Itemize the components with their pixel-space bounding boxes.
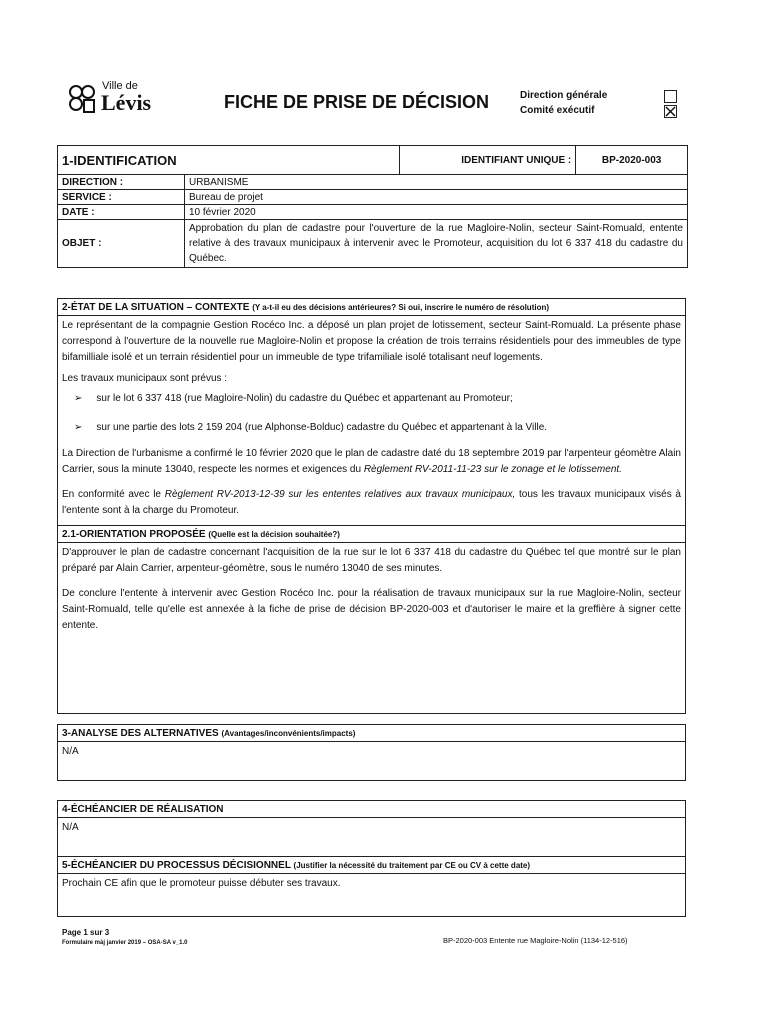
page-title: FICHE DE PRISE DE DÉCISION (224, 92, 490, 112)
section-etat-situation (57, 298, 686, 714)
section2-content (58, 316, 685, 521)
checkbox-comite-executif[interactable] (664, 105, 677, 118)
list-item (62, 420, 681, 436)
p4-regulation: Règlement RV-2013-12-39 sur les ententes relatives aux travaux municipaux, (164, 489, 516, 500)
section5-body: Prochain CE afin que le promoteur puisse débuter ses travaux. (62, 878, 341, 889)
section4-body: N/A (62, 822, 79, 833)
section2-heading-note: (Y a-t-il eu des décisions antérieures? Si oui, inscrire le numéro de résolution) (252, 303, 550, 312)
row-label-objet: OBJET : (58, 220, 185, 268)
bullet-text-2: sur une partie des lots 2 159 204 (rue Alphonse-Bolduc) cadastre du Québec et appartenant à la Ville. (96, 422, 548, 433)
identification-table (57, 145, 688, 268)
p4-text-a: En conformité avec le (62, 489, 165, 500)
row-value-objet: Approbation du plan de cadastre pour l'ouverture de la rue Magloire-Nolin, secteur Saint-Romuald, entente relative à des travaux municipaux à intervenir avec le Promoteur, acquisition du lot 6 337 418 du cadastre du Québec. (185, 220, 688, 268)
section-echeancier-decisionnel (57, 857, 686, 917)
section2-heading: 2-ÉTAT DE LA SITUATION – CONTEXTE (62, 302, 250, 313)
uid-label: IDENTIFIANT UNIQUE : (400, 146, 576, 175)
city-logo-icon (66, 82, 100, 116)
section2-paragraph-4 (62, 487, 681, 519)
section21-paragraph-2: De conclure l'entente à intervenir avec Gestion Rocéco Inc. pour la réalisation de travaux municipaux sur la rue Magloire-Nolin, secteur Saint-Romuald, telle qu'elle est annexée à la fiche de prise de décision BP-2020-003 et d'autoriser le maire et la greffière à signer cette entente. (62, 588, 681, 631)
section3-heading: 3-ANALYSE DES ALTERNATIVES (62, 728, 219, 739)
section21-paragraph-1: D'approuver le plan de cadastre concernant l'acquisition de la rue sur le lot 6 337 418 du cadastre du Québec tel que montré sur le plan préparé par Alain Carrier, arpenteur-géomètre, sous le numéro 13040 de ses minutes. (62, 547, 681, 574)
row-value-direction: URBANISME (185, 175, 688, 190)
row-label-date: DATE : (58, 205, 185, 220)
p3-regulation: Règlement RV-2011-11-23 sur le zonage et le lotissement. (363, 464, 622, 475)
footer-page-number: Page 1 sur 3 (62, 928, 110, 937)
section-analyse-alternatives (57, 724, 686, 781)
section2-paragraph-2: Les travaux municipaux sont prévus : (62, 373, 228, 384)
footer-reference: BP-2020-003 Entente rue Magloire-Nolin (1134-12-516) (443, 936, 628, 945)
section3-header (58, 725, 685, 742)
city-logo (66, 80, 166, 120)
checkbox-direction-generale[interactable] (664, 90, 677, 103)
section21-heading: 2.1-ORIENTATION PROPOSÉE (62, 529, 206, 540)
section21-header (58, 525, 685, 543)
logo-top-text: Ville de (102, 80, 138, 92)
list-item (62, 391, 681, 407)
routing-direction-label: Direction générale (520, 90, 608, 101)
p3-text: La Direction de l'urbanisme a confirmé le 10 février 2020 que le plan de cadastre daté du 18 septembre 2019 par l'arpenteur géomètre Alain Carrier, sous la minute 13040, respecte les normes et exigences du (62, 448, 681, 475)
section-echeancier-realisation (57, 800, 686, 857)
row-value-service: Bureau de projet (185, 190, 688, 205)
check-x-icon (665, 106, 676, 117)
identification-heading: 1-IDENTIFICATION (58, 146, 400, 175)
section2-paragraph-1: Le représentant de la compagnie Gestion Rocéco Inc. a déposé un plan projet de lotissement, secteur Saint-Romuald. La présente phase correspond à l'ouverture de la nouvelle rue Magloire-Nolin et propose la création de trois terrains résidentiels pour des immeubles de type bifamilliale isolé et un terrain résidentiel pour un immeuble de type trifamiliale isolé totalisant neuf logements. (62, 320, 681, 363)
bullet-arrow-icon: ➢ (74, 422, 83, 433)
section4-header (58, 801, 685, 818)
section5-heading-note: (Justifier la nécessité du traitement par CE ou CV à cette date) (293, 861, 531, 870)
uid-value: BP-2020-003 (576, 146, 688, 175)
section3-body: N/A (62, 746, 79, 757)
routing-comite-label: Comité exécutif (520, 105, 595, 116)
section5-heading: 5-ÉCHÉANCIER DU PROCESSUS DÉCISIONNEL (62, 860, 291, 871)
row-value-date: 10 février 2020 (185, 205, 688, 220)
section2-paragraph-3 (62, 446, 681, 478)
bullet-text-1: sur le lot 6 337 418 (rue Magloire-Nolin) du cadastre du Québec et appartenant au Promoteur; (96, 393, 513, 404)
section21-content (58, 543, 685, 636)
section21-heading-note: (Quelle est la décision souhaitée?) (208, 530, 340, 539)
logo-bottom-text: Lévis (101, 90, 152, 115)
footer-form-version: Formulaire màj janvier 2019 – OSA-SA v_1.0 (62, 940, 188, 946)
section4-heading: 4-ÉCHÉANCIER DE RÉALISATION (62, 804, 224, 815)
section2-header (58, 299, 685, 316)
section5-header (58, 857, 685, 874)
bullet-arrow-icon: ➢ (74, 393, 83, 404)
row-label-service: SERVICE : (58, 190, 185, 205)
section3-heading-note: (Avantages/inconvénients/impacts) (221, 729, 356, 738)
p4-text-c: tous les travaux municipaux visés à l'entente sont à la charge du Promoteur. (62, 489, 681, 516)
row-label-direction: DIRECTION : (58, 175, 185, 190)
